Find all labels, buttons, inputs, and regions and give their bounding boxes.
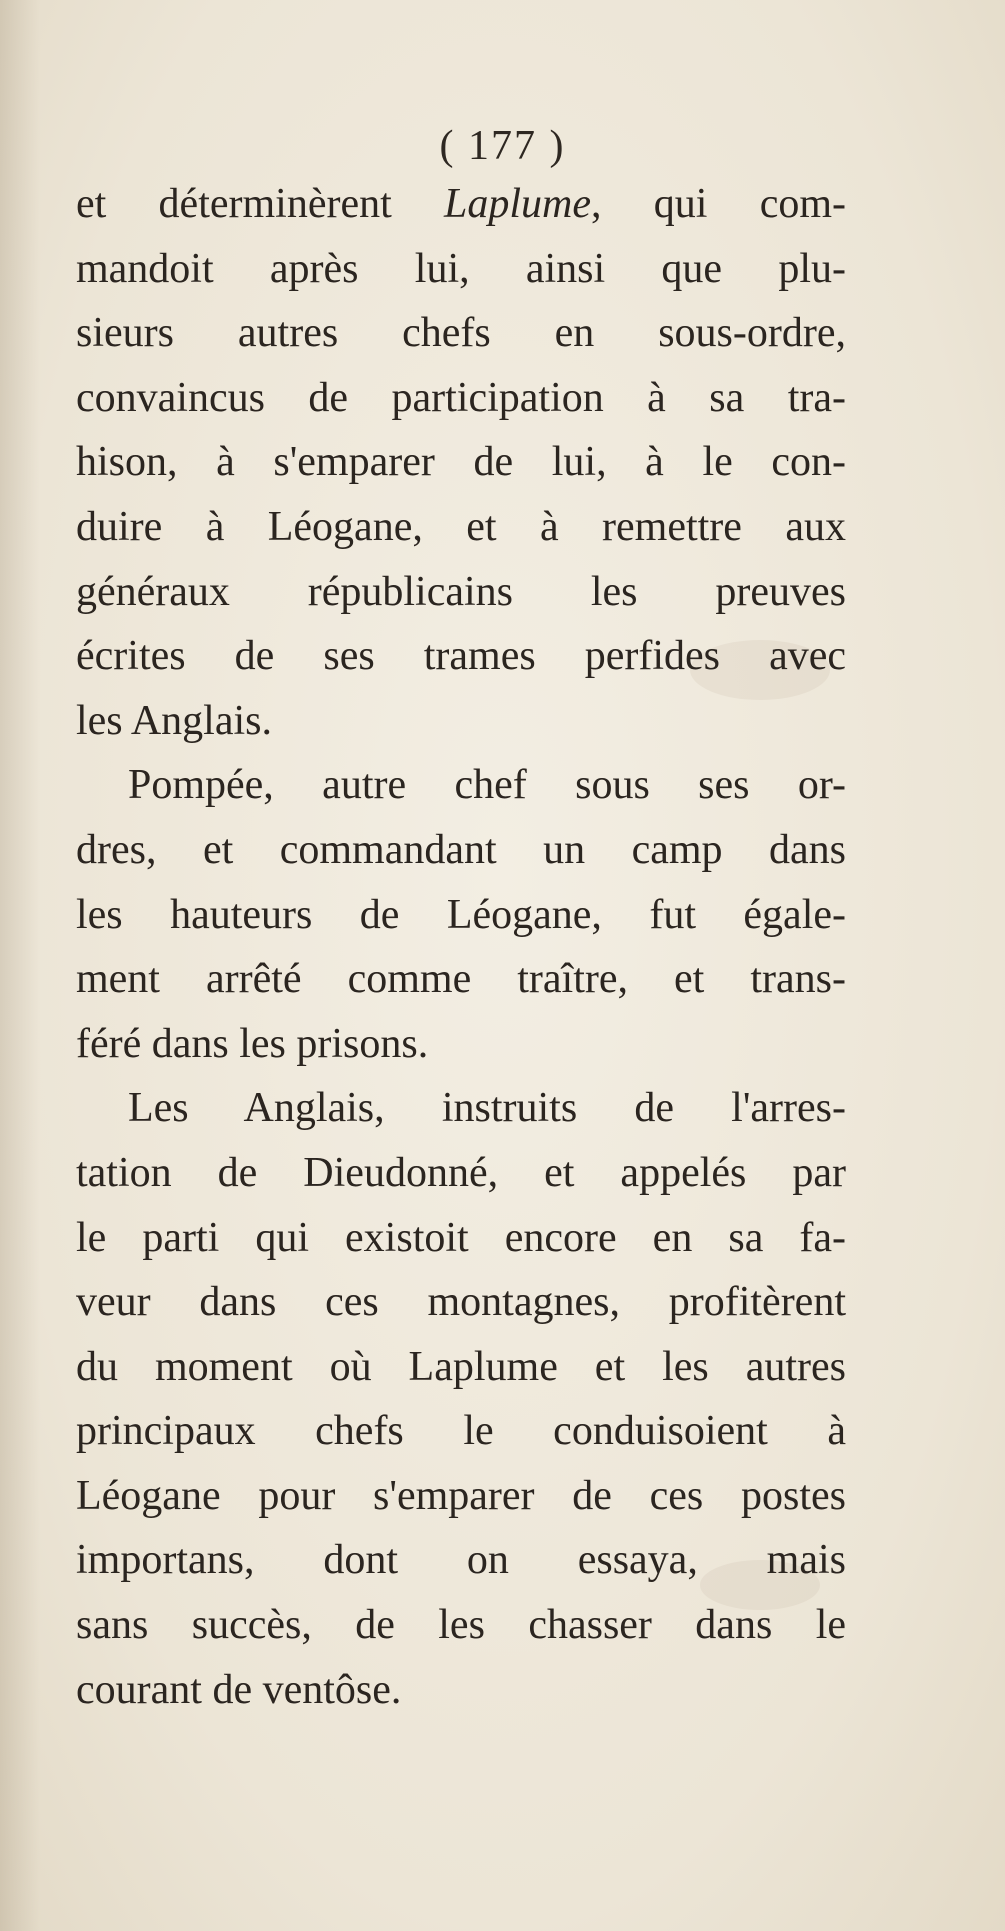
text-line: Les Anglais, instruits de l'arres- [128,1085,846,1132]
text-line: mandoit après lui, ainsi que plu- [76,245,846,292]
paragraph [76,753,846,1076]
text-line: importans, dont on essaya, mais [76,1537,846,1584]
text-line: Léogane pour s'emparer de ces postes [76,1472,846,1519]
spine-shadow [0,0,40,1931]
text-line: les hauteurs de Léogane, fut égale- [76,891,846,938]
text-line: sans succès, de les chasser dans le [76,1602,846,1649]
text-line: le parti qui existoit encore en sa fa- [76,1214,846,1261]
text-line: duire à Léogane, et à remettre aux [76,503,846,550]
page-number: ( 177 ) [439,123,566,169]
text-line: généraux républicains les preuves [76,568,846,615]
italic-name: Laplume [444,181,592,227]
paragraph [76,1076,846,1722]
text-line: écrites de ses trames perfides avec [76,633,846,680]
body-text [76,172,846,1722]
text-line: courant de ventôse. [76,1666,402,1713]
text-line: sieurs autres chefs en sous-ordre, [76,310,846,357]
text-line: Pompée, autre chef sous ses or- [128,762,846,809]
text-line: ment arrêté comme traître, et trans- [76,956,846,1003]
text-line: hison, à s'emparer de lui, à le con- [76,439,846,486]
text-line: féré dans les prisons. [76,1020,429,1067]
line-text-post: , qui com- [591,181,846,227]
line-text-pre: et déterminèrent [76,181,445,227]
text-line: principaux chefs le conduisoient à [76,1408,846,1455]
text-line: veur dans ces montagnes, profitèrent [76,1279,846,1326]
text-line: dres, et commandant un camp dans [76,826,846,873]
text-line: convaincus de participation à sa tra- [76,374,846,421]
text-line [76,172,846,237]
text-line: du moment où Laplume et les autres [76,1343,846,1390]
text-line: les Anglais. [76,697,272,744]
text-line: tation de Dieudonné, et appelés par [76,1149,846,1196]
paragraph [76,172,846,753]
